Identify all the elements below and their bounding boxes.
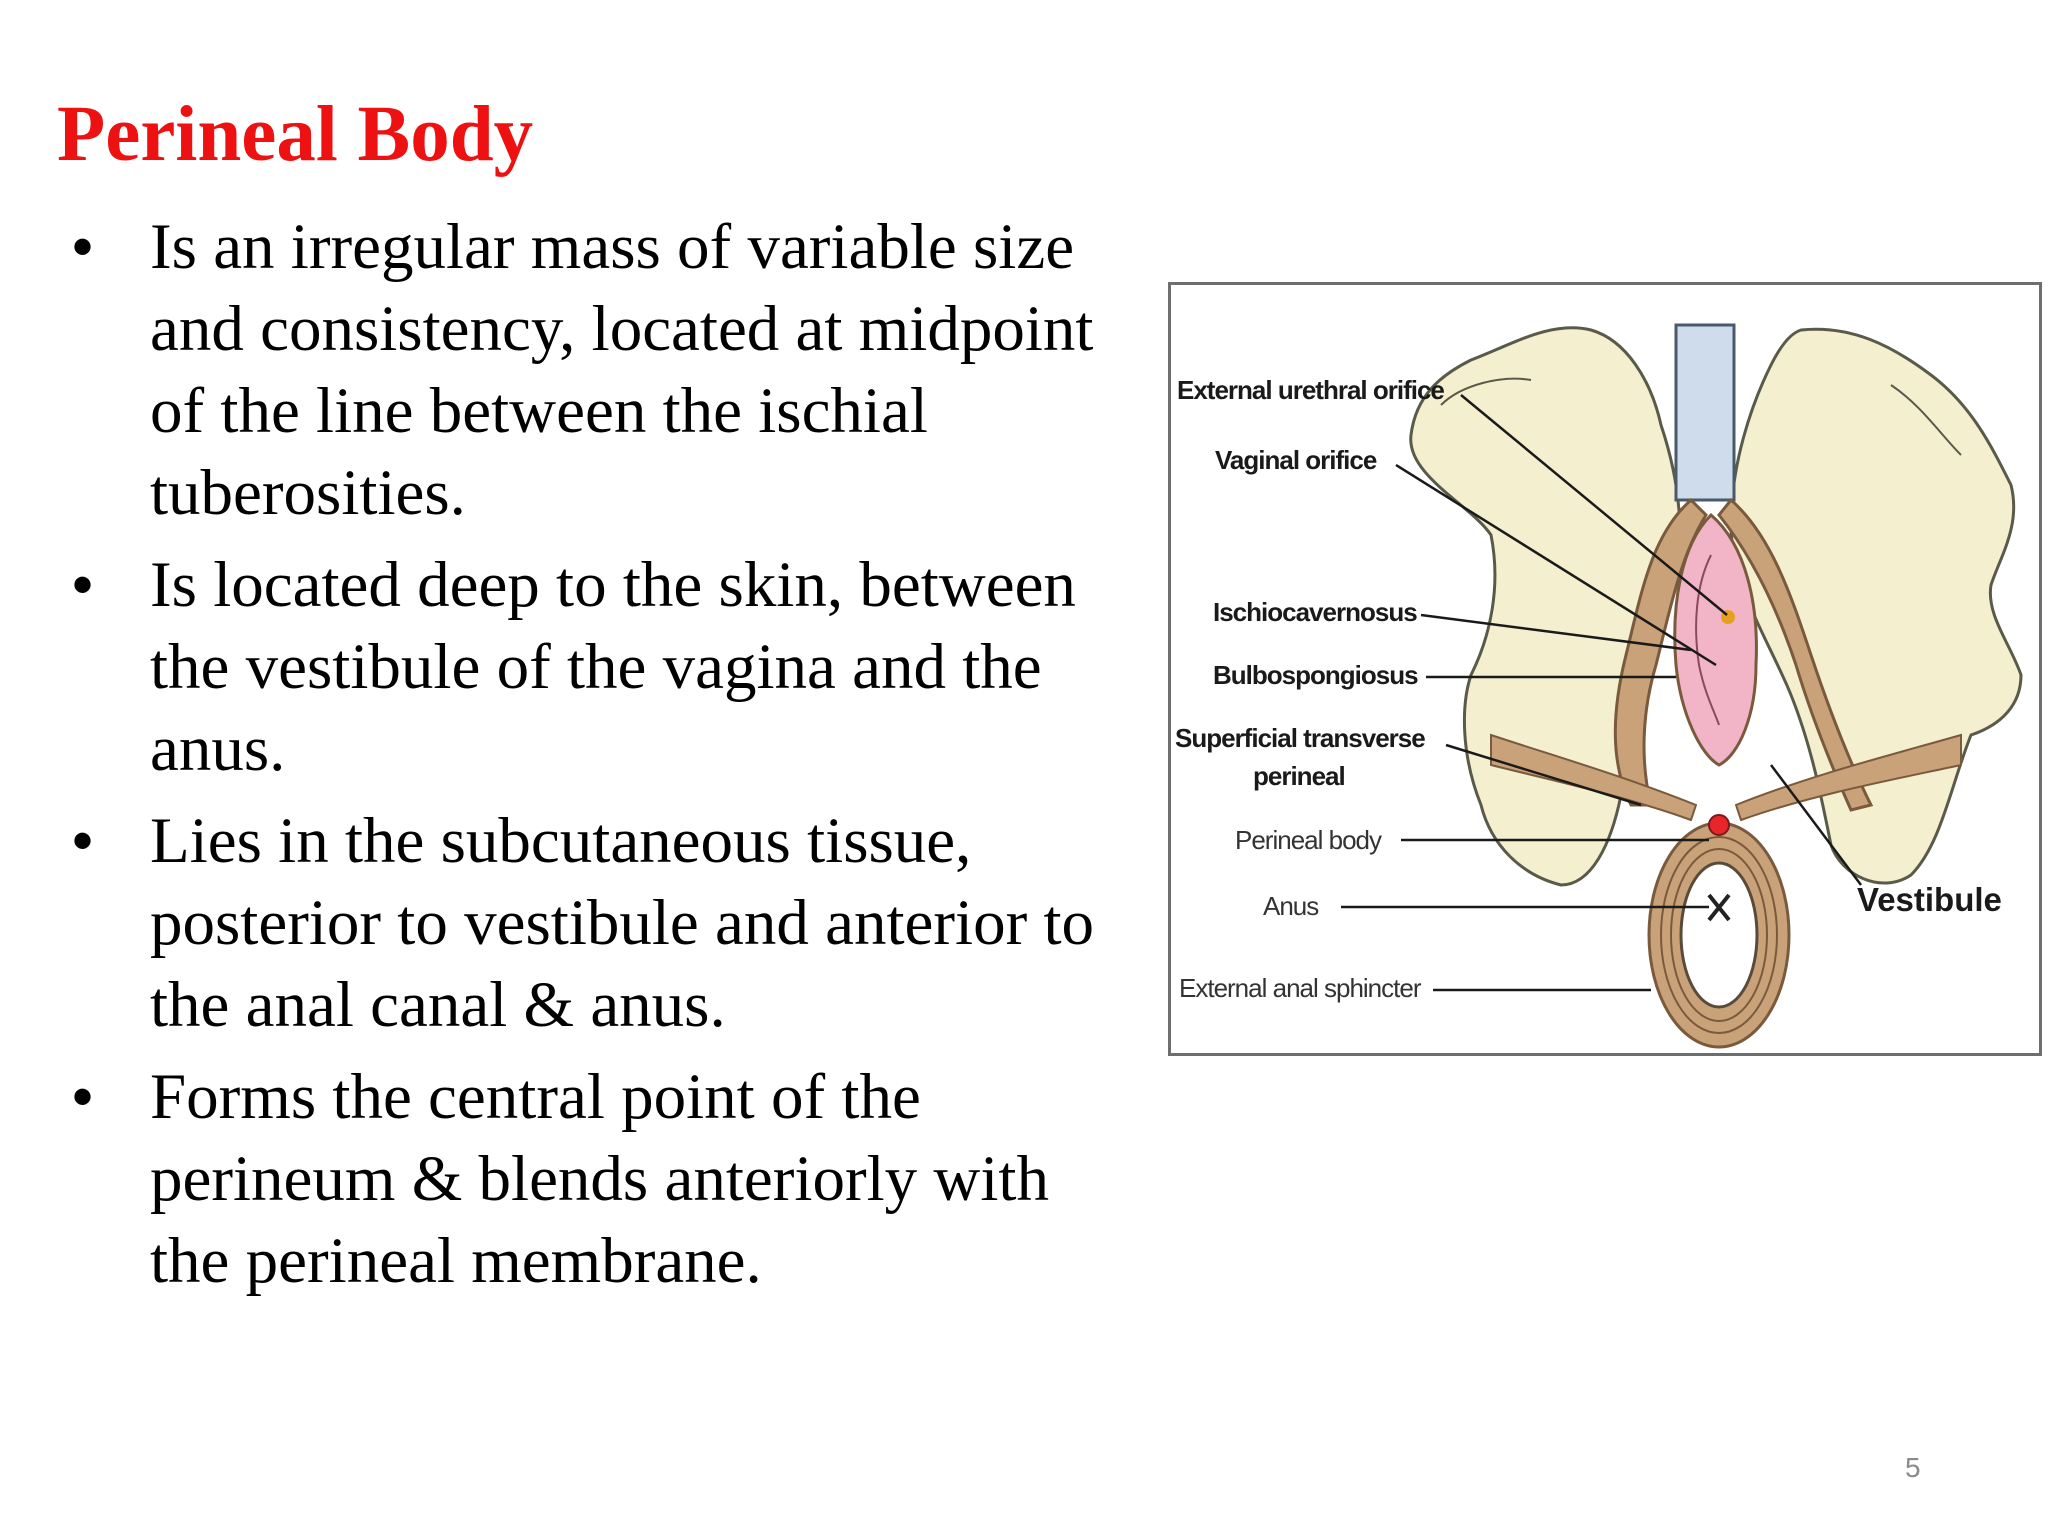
bullet-text: Lies in the subcutaneous tissue, posterior to vestibule and anterior to the anal canal & anus. bbox=[150, 805, 1095, 1041]
label-perineal: perineal bbox=[1253, 761, 1345, 791]
page-number: 5 bbox=[1905, 1452, 1921, 1483]
label-external-urethral-orifice: External urethral orifice bbox=[1177, 375, 1444, 405]
bullet-symbol: • bbox=[72, 1063, 94, 1130]
bullet-list bbox=[72, 206, 1142, 1312]
bullet-text: Is located deep to the skin, between the vestibule of the vagina and the anus. bbox=[150, 549, 1076, 785]
bullet-symbol: • bbox=[72, 213, 94, 280]
slide-title: Perineal Body bbox=[57, 91, 534, 178]
bullet-item bbox=[72, 800, 1142, 1046]
label-vestibule: Vestibule bbox=[1857, 881, 2002, 918]
anatomy-figure bbox=[1168, 282, 2042, 1056]
bullet-symbol: • bbox=[72, 551, 94, 618]
label-superficial-transverse: Superficial transverse bbox=[1175, 723, 1425, 753]
perineal-body-dot bbox=[1709, 815, 1729, 835]
label-external-anal-sphincter: External anal sphincter bbox=[1179, 973, 1421, 1003]
label-perineal-body: Perineal body bbox=[1235, 825, 1381, 855]
bullet-item bbox=[72, 1056, 1142, 1302]
bullet-symbol: • bbox=[72, 807, 94, 874]
bullet-text: Forms the central point of the perineum & blends anteriorly with the perineal membrane. bbox=[150, 1061, 1049, 1297]
label-bulbospongiosus: Bulbospongiosus bbox=[1213, 660, 1418, 690]
bullet-item bbox=[72, 206, 1142, 534]
label-ischiocavernosus: Ischiocavernosus bbox=[1213, 597, 1417, 627]
urethra-column bbox=[1676, 325, 1734, 500]
bullet-text: Is an irregular mass of variable size and consistency, located at midpoint of the line between the ischial tuberosities. bbox=[150, 211, 1094, 529]
bullet-item bbox=[72, 544, 1142, 790]
anus-opening bbox=[1681, 863, 1757, 1007]
label-vaginal-orifice: Vaginal orifice bbox=[1215, 445, 1377, 475]
label-anus: Anus bbox=[1263, 891, 1319, 921]
